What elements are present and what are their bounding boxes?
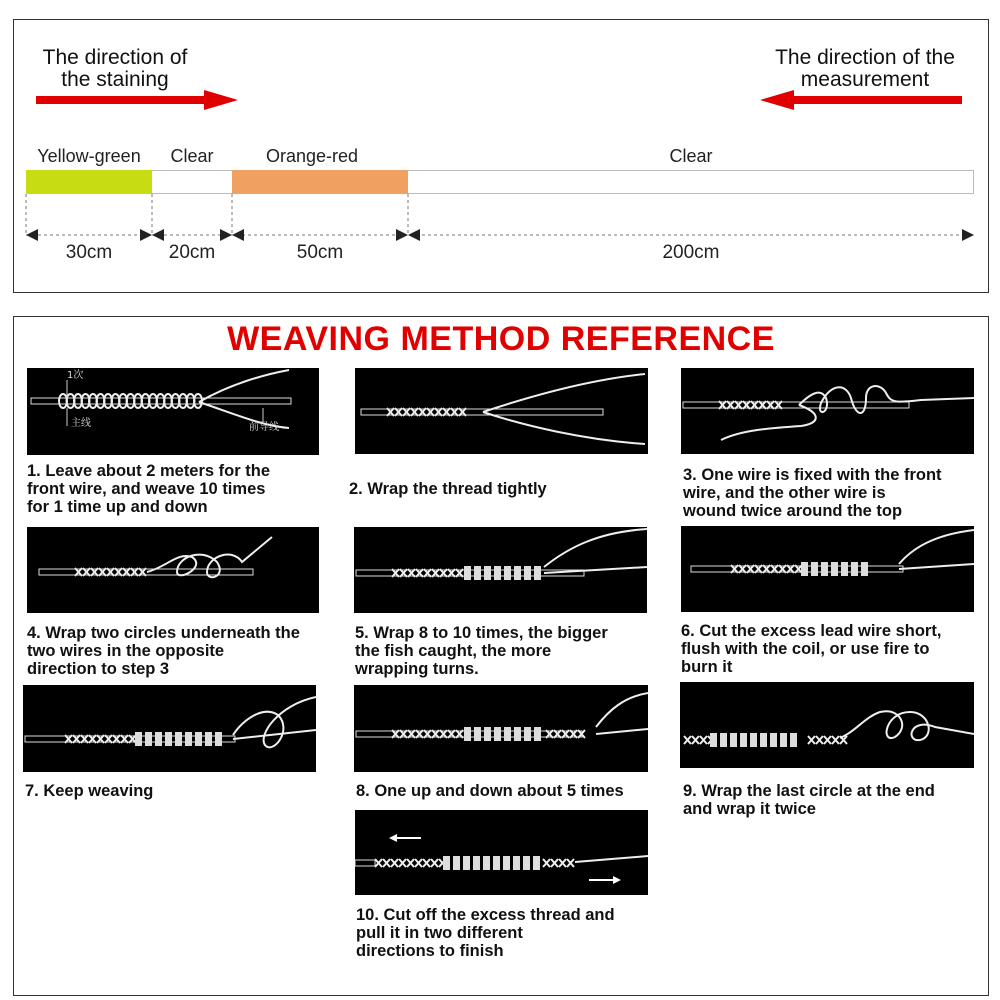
step-9-caption: 9. Wrap the last circle at the end and wrap it twice: [683, 782, 935, 818]
step-1-image: [27, 368, 319, 455]
step-1-times-annotation: 1次: [67, 370, 84, 381]
length-label-20cm: 20cm: [168, 242, 216, 263]
step-1-leader-annotation: 前导线: [249, 422, 279, 433]
pull-left-arrow: [389, 834, 421, 842]
step-6-image: [681, 526, 974, 612]
step-8-caption: 8. One up and down about 5 times: [356, 782, 624, 800]
step-5-caption: 5. Wrap 8 to 10 times, the bigger the fish caught, the more wrapping turns.: [355, 624, 608, 678]
step-8-image: [354, 685, 648, 772]
staining-direction-arrow: [36, 90, 238, 110]
segment-label-clear-2: Clear: [669, 146, 713, 166]
segment-label-clear-1: Clear: [170, 146, 214, 166]
segment-label-yellow-green: Yellow-green: [37, 146, 141, 166]
step-1-caption: 1. Leave about 2 meters for the front wire, and weave 10 times for 1 time up and down: [27, 462, 270, 516]
step-7-caption: 7. Keep weaving: [25, 782, 154, 800]
length-label-30cm: 30cm: [65, 242, 113, 263]
length-label-200cm: 200cm: [662, 242, 720, 263]
segment-label-orange-red: Orange-red: [265, 146, 359, 166]
step-4-caption: 4. Wrap two circles underneath the two wires in the opposite direction to step 3: [27, 624, 300, 678]
segment-orange-red: [232, 170, 408, 194]
step-3-image: [681, 368, 974, 454]
step-10-image: [355, 810, 648, 895]
step-2-caption: 2. Wrap the thread tightly: [349, 480, 547, 498]
step-5-image: [354, 527, 647, 613]
measurement-direction-arrow: [760, 90, 962, 110]
pull-right-arrow: [589, 876, 621, 884]
measurement-direction-label: The direction of the measurement: [775, 46, 955, 91]
step-2-image: [355, 368, 648, 454]
staining-direction-label: The direction of the staining: [42, 46, 188, 91]
step-1-main-line-annotation: 主线: [71, 418, 91, 429]
step-10-caption: 10. Cut off the excess thread and pull it in two different directions to finish: [356, 906, 615, 960]
step-4-image: [27, 527, 319, 613]
step-3-caption: 3. One wire is fixed with the front wire, and the other wire is wound twice around the top: [683, 466, 942, 520]
step-9-image: [680, 682, 974, 768]
length-label-50cm: 50cm: [296, 242, 344, 263]
weaving-title: WEAVING METHOD REFERENCE: [227, 320, 775, 358]
step-7-image: [23, 685, 316, 772]
color-bar: [26, 170, 974, 194]
segment-yellow-green: [26, 170, 152, 194]
step-6-caption: 6. Cut the excess lead wire short, flush with the coil, or use fire to burn it: [681, 622, 942, 676]
